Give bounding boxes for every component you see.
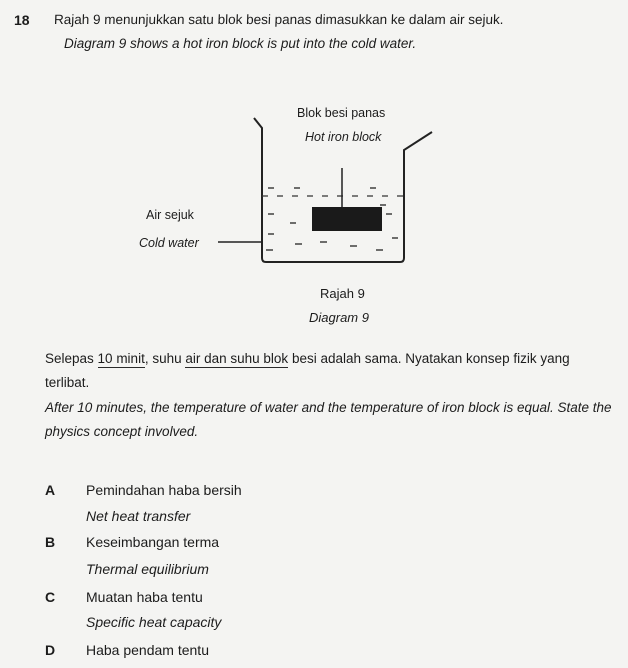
iron-block bbox=[312, 207, 382, 231]
option-a-letter[interactable]: A bbox=[45, 482, 56, 498]
caption-en: Diagram 9 bbox=[309, 310, 369, 325]
option-b-text-en: Thermal equilibrium bbox=[86, 561, 209, 577]
option-c-letter[interactable]: C bbox=[45, 589, 56, 605]
option-c-text-ms[interactable]: Muatan haba tentu bbox=[86, 589, 203, 605]
caption-ms: Rajah 9 bbox=[320, 286, 365, 301]
statement-en: After 10 minutes, the temperature of water and the temperature of iron block is equal. State the physics concept involved. bbox=[45, 400, 612, 439]
option-a-text-en: Net heat transfer bbox=[86, 508, 191, 524]
option-a-text-ms[interactable]: Pemindahan haba bersih bbox=[86, 482, 242, 498]
water-label-ms: Air sejuk bbox=[146, 208, 194, 222]
option-c-text-en: Specific heat capacity bbox=[86, 614, 222, 630]
question-text-ms: Rajah 9 menunjukkan satu blok besi panas dimasukkan ke dalam air sejuk. bbox=[53, 12, 504, 27]
statement-ms: Selepas 10 minit, suhu air dan suhu blok besi adalah sama. Nyatakan konsep fizik yang terlibat. bbox=[45, 351, 570, 390]
block-label-ms: Blok besi panas bbox=[297, 106, 386, 120]
question-text-en: Diagram 9 shows a hot iron block is put into the cold water. bbox=[64, 36, 417, 51]
block-label-en: Hot iron block bbox=[305, 130, 382, 144]
question-number: 18 bbox=[14, 12, 30, 28]
water-label-en: Cold water bbox=[139, 236, 199, 250]
option-b-letter[interactable]: B bbox=[45, 534, 56, 550]
option-d-letter[interactable]: D bbox=[45, 642, 56, 658]
option-d-text-ms[interactable]: Haba pendam tentu bbox=[86, 642, 209, 658]
option-b-text-ms[interactable]: Keseimbangan terma bbox=[86, 534, 220, 550]
